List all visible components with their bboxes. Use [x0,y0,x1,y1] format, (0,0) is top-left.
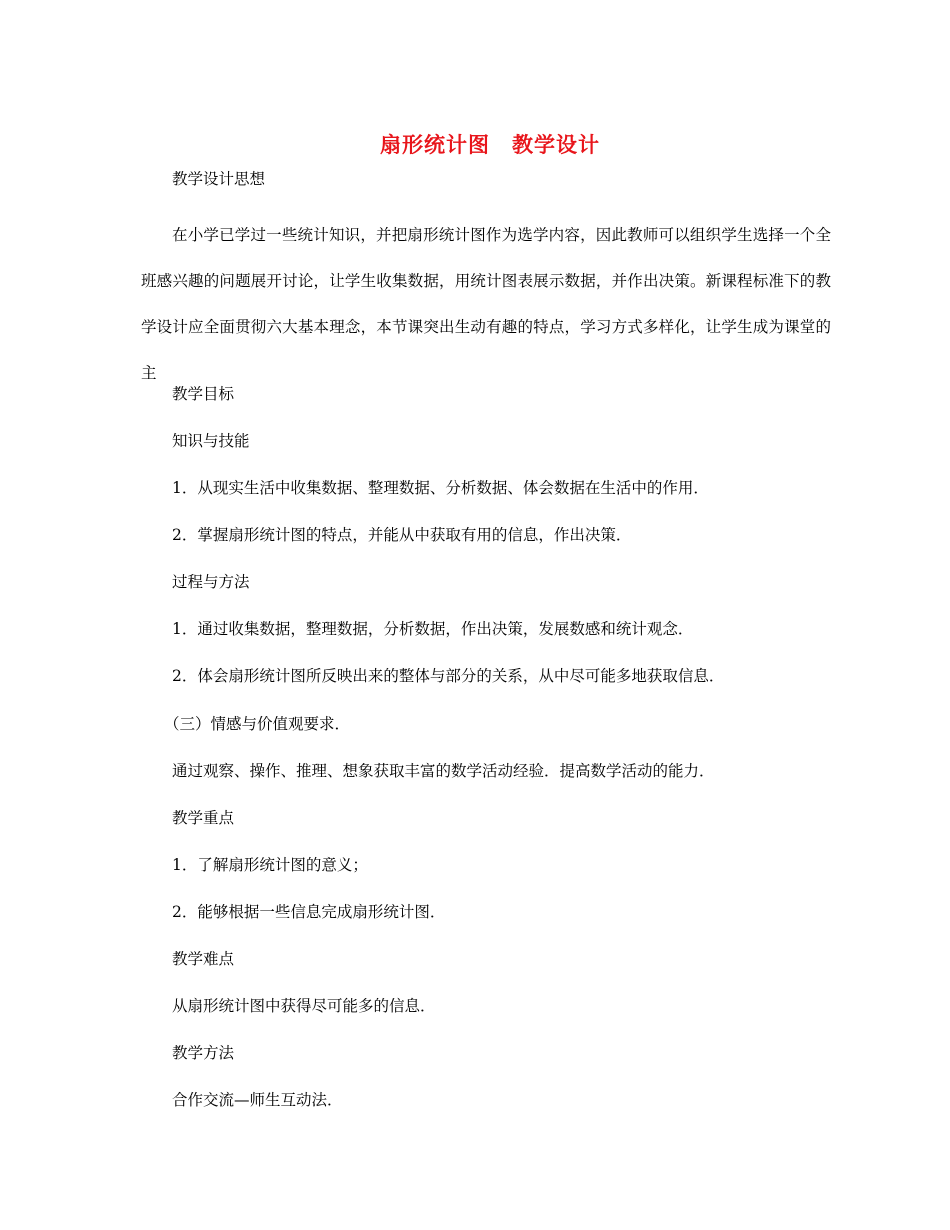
goals-heading: 教学目标 [172,385,235,403]
document-title: 扇形统计图 教学设计 [380,132,600,157]
difficulty-heading: 教学难点 [172,950,235,968]
emotion-text: 通过观察、操作、推理、想象获取丰富的数学活动经验．提高数学活动的能力． [172,762,715,780]
process-heading: 过程与方法 [172,573,250,591]
design-idea-heading: 教学设计思想 [172,170,266,188]
key-point-1: 1．了解扇形统计图的意义； [172,856,368,874]
process-item-2: 2．体会扇形统计图所反映出来的整体与部分的关系，从中尽可能多地获取信息． [172,667,725,685]
knowledge-item-2: 2．掌握扇形统计图的特点，并能从中获取有用的信息，作出决策． [172,526,632,544]
method-text: 合作交流—师生互动法． [172,1091,343,1109]
method-heading: 教学方法 [172,1044,235,1062]
process-item-1: 1．通过收集数据，整理数据，分析数据，作出决策，发展数感和统计观念． [172,620,694,638]
key-points-heading: 教学重点 [172,809,235,827]
knowledge-item-1: 1．从现实生活中收集数据、整理数据、分析数据、体会数据在生活中的作用． [172,479,709,497]
key-point-2: 2．能够根据一些信息完成扇形统计图． [172,903,446,921]
knowledge-heading: 知识与技能 [172,432,250,450]
design-idea-paragraph: 在小学已学过一些统计知识，并把扇形统计图作为选学内容，因此教师可以组织学生选择一个全班感兴趣的问题展开讨论，让学生收集数据，用统计图表展示数据，并作出决策。新课程标准下的教学设计应全面贯彻六大基本理念，本节课突出生动有趣的特点，学习方式多样化，让学生成为课堂的主 [141,226,831,382]
emotion-heading: （三）情感与价值观要求． [164,715,351,733]
difficulty-text: 从扇形统计图中获得尽可能多的信息． [172,997,436,1015]
